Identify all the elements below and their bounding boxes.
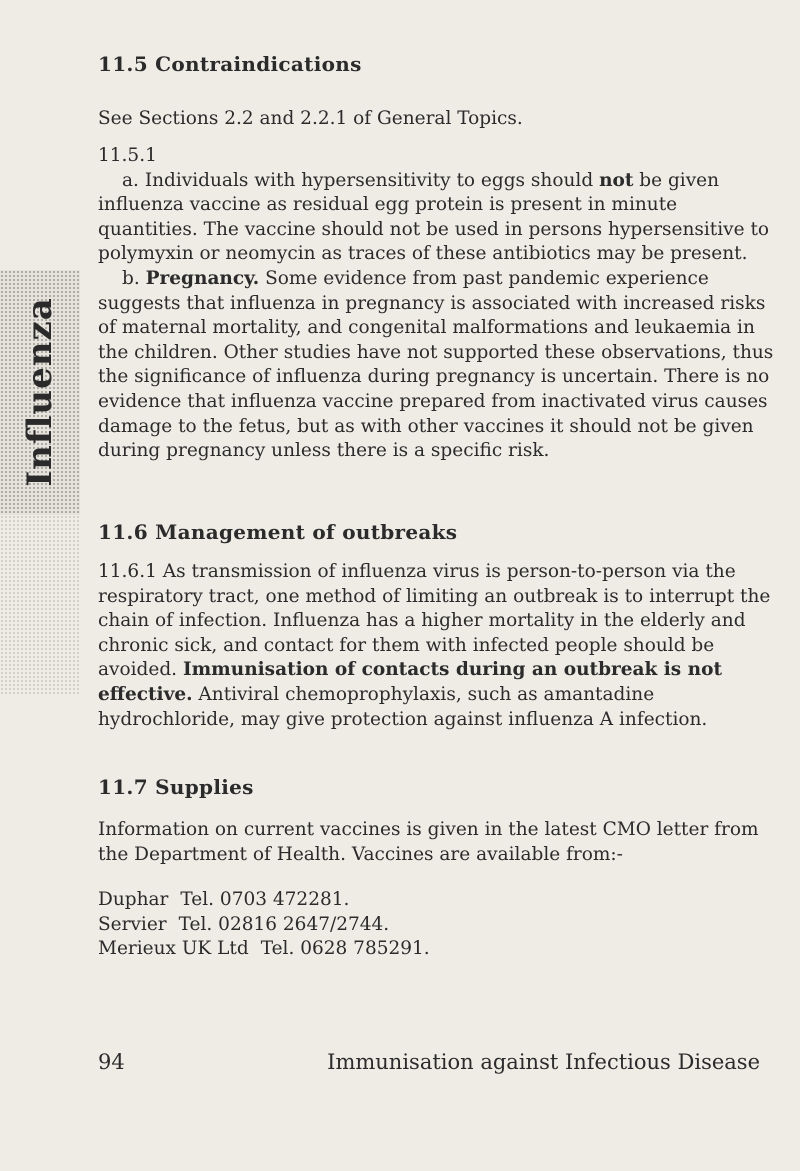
subsection-number: 11.6.1 — [98, 561, 157, 582]
subsection-11-6-1 — [98, 560, 778, 732]
supplies-intro — [98, 818, 778, 867]
paragraph-text: be given influenza vaccine as residual egg protein is present in minute quantities. The vaccine should not be used in persons hypersensitive to polymyxin or neomycin as traces of these antibiotics may be present. — [98, 169, 770, 265]
emphasis-text: not — [599, 169, 634, 191]
side-tab-label: Influenza — [20, 297, 60, 487]
subsection-11-5-1 — [98, 144, 778, 464]
supplier-phone: Tel. 0628 785291. — [260, 938, 430, 960]
supplier-item — [98, 913, 778, 938]
contraindications-intro: See Sections 2.2 and 2.2.1 of General Topics. — [98, 108, 523, 129]
paragraph-a — [98, 169, 778, 267]
emphasis-text: Pregnancy. — [145, 267, 260, 289]
paragraph-label: b. — [122, 267, 140, 289]
paragraph-text: Individuals with hypersensitivity to eggs should — [144, 169, 594, 191]
side-tab-shadow — [0, 515, 80, 695]
page-footer — [98, 1050, 760, 1074]
emphasis-text: Immunisation of contacts during an outbreak is not effective. — [98, 659, 723, 705]
page-number: 94 — [98, 1050, 125, 1074]
supplier-phone: Tel. 0703 472281. — [180, 889, 350, 910]
section-heading-contraindications: 11.5 Contraindications — [98, 52, 362, 76]
supplies-paragraph: Information on current vaccines is given in the latest CMO letter from the Department of Health. Vaccines are available from:- — [98, 819, 759, 865]
paragraph-text: Antiviral chemoprophylaxis, such as amantadine hydrochloride, may give protection against influenza A infection. — [98, 683, 708, 730]
supplier-item — [98, 937, 778, 962]
paragraph-text: As transmission of influenza virus is person-to-person via the respiratory tract, one method of limiting an outbreak is to interrupt the chain of infection. Influenza has a higher mortality in the elderly and chronic sick, and contact for them with infected people should be avoided. — [98, 561, 771, 681]
supplier-item — [98, 888, 778, 913]
section-heading-supplies: 11.7 Supplies — [98, 775, 254, 799]
supplier-name: Duphar — [98, 889, 169, 910]
supplier-phone: Tel. 02816 2647/2744. — [178, 913, 390, 935]
supplier-name: Merieux UK Ltd — [98, 938, 249, 960]
paragraph-text: Some evidence from past pandemic experience suggests that influenza in pregnancy is associated with increased risks of maternal mortality, and congenital malformations and leukaemia in the children. Other studies have not supported these observations, thus the significance of influenza during pregnancy is uncertain. There is no evidence that influenza vaccine prepared from inactivated virus causes damage to the fetus, but as with other vaccines it should not be given during pregnancy unless there is a specific risk. — [98, 267, 774, 462]
paragraph-label: a. — [122, 169, 139, 191]
book-title: Immunisation against Infectious Disease — [327, 1050, 760, 1074]
subsection-number: 11.5.1 — [98, 145, 157, 166]
supplier-name: Servier — [98, 913, 167, 935]
supplier-list — [98, 888, 778, 962]
outbreaks-paragraph — [98, 560, 778, 732]
section-heading-outbreaks: 11.6 Management of outbreaks — [98, 520, 458, 544]
paragraph-b — [98, 267, 778, 464]
section-intro — [98, 107, 778, 132]
